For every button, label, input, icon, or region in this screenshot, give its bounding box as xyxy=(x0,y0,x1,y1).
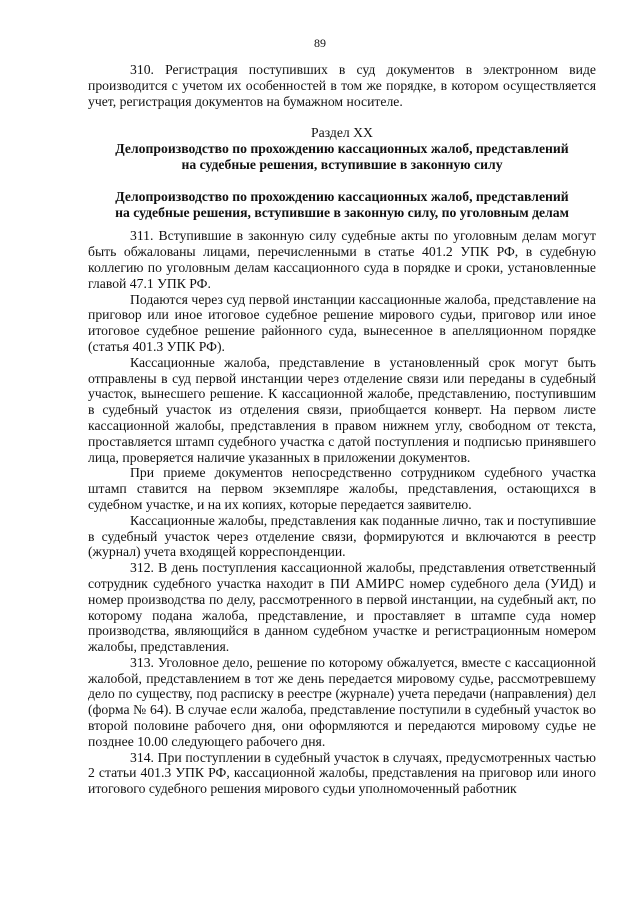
page-number: 89 xyxy=(314,36,326,50)
paragraph-310: 310. Регистрация поступивших в суд документов в электронном виде производится с учетом их особенностей в том же порядке, в котором осуществляется учет, регистрация документов на бумажном носителе. xyxy=(88,62,596,109)
paragraph-311: 311. Вступившие в законную силу судебные акты по уголовным делам могут быть обжалованы лицами, перечисленными в статье 401.2 УПК РФ, в судебную коллегию по уголовным делам кассационного суда в порядке и сроки, установленные главой 47.1 УПК РФ. xyxy=(88,228,596,291)
section-title-line-2: на судебные решения, вступившие в законную силу xyxy=(181,156,503,172)
paragraph-311-reception: При приеме документов непосредственно сотрудником судебного участка штамп ставится на первом экземпляре жалобы, представления, остающихся в судебном участке, и на их копиях, которые передается заявителю. xyxy=(88,465,596,512)
paragraph-312: 312. В день поступления кассационной жалобы, представления ответственный сотрудник судебного участка находит в ПИ АМИРС номер судебного дела (УИД) и номер производства по делу, рассмотренного в первой инстанции, на судебный акт, по которому подана жалоба, представление, и проставляет в штампе суда номер производства, являющийся в данном судебном участке и регистрационным номером жалобы, представления. xyxy=(88,560,596,655)
subsection-title-line-2: на судебные решения, вступившие в законную силу, по уголовным делам xyxy=(115,204,569,220)
paragraph-313: 313. Уголовное дело, решение по которому обжалуется, вместе с кассационной жалобой, представлением в тот же день передается мировому судье, рассмотревшему дело по существу, под расписку в реестре (журнале) учета передачи (направления) дел (форма № 64). В случае если жалоба, представление поступили в судебный участок во второй половине рабочего дня, они оформляются и передаются мировому судье не позднее 10.00 следующего рабочего дня. xyxy=(88,654,596,749)
paragraph-311-mail: Кассационные жалоба, представление в установленный срок могут быть отправлены в суд первой инстанции через отделение связи или переданы в судебный участок, вынесшего решение. К кассационной жалобе, представлению, поступившим в судебный участок из отделения связи, приобщается конверт. На первом листе кассационной жалобы, представления в правом нижнем углу, свободном от текста, проставляется штамп судебного участка с датой поступления и подписью принявшего лица, проверяется наличие указанных в приложении документов. xyxy=(88,354,596,465)
paragraph-311-filing: Подаются через суд первой инстанции кассационные жалоба, представление на приговор или иное итоговое судебное решение мирового судьи, приговор или иное итоговое судебное решение районного суда, вынесенное в апелляционном порядке (статья 401.3 УПК РФ). xyxy=(88,291,596,354)
paragraph-311-registry: Кассационные жалобы, представления как поданные лично, так и поступившие в судебный участок через отделение связи, формируются и включаются в реестр (журнал) учета входящей корреспонденции. xyxy=(88,512,596,560)
subsection-title-line-1: Делопроизводство по прохождению кассационных жалоб, представлений xyxy=(115,188,569,204)
section-title-line-1: Делопроизводство по прохождению кассационных жалоб, представлений xyxy=(115,141,569,157)
document-body xyxy=(88,62,596,797)
paragraph-314: 314. При поступлении в судебный участок в случаях, предусмотренных частью 2 статьи 401.3 УПК РФ, кассационной жалобы, представления на приговор или иного итогового судебного решения мирового судьи уполномоченный работник xyxy=(88,749,596,797)
section-label: Раздел XX xyxy=(311,125,373,141)
